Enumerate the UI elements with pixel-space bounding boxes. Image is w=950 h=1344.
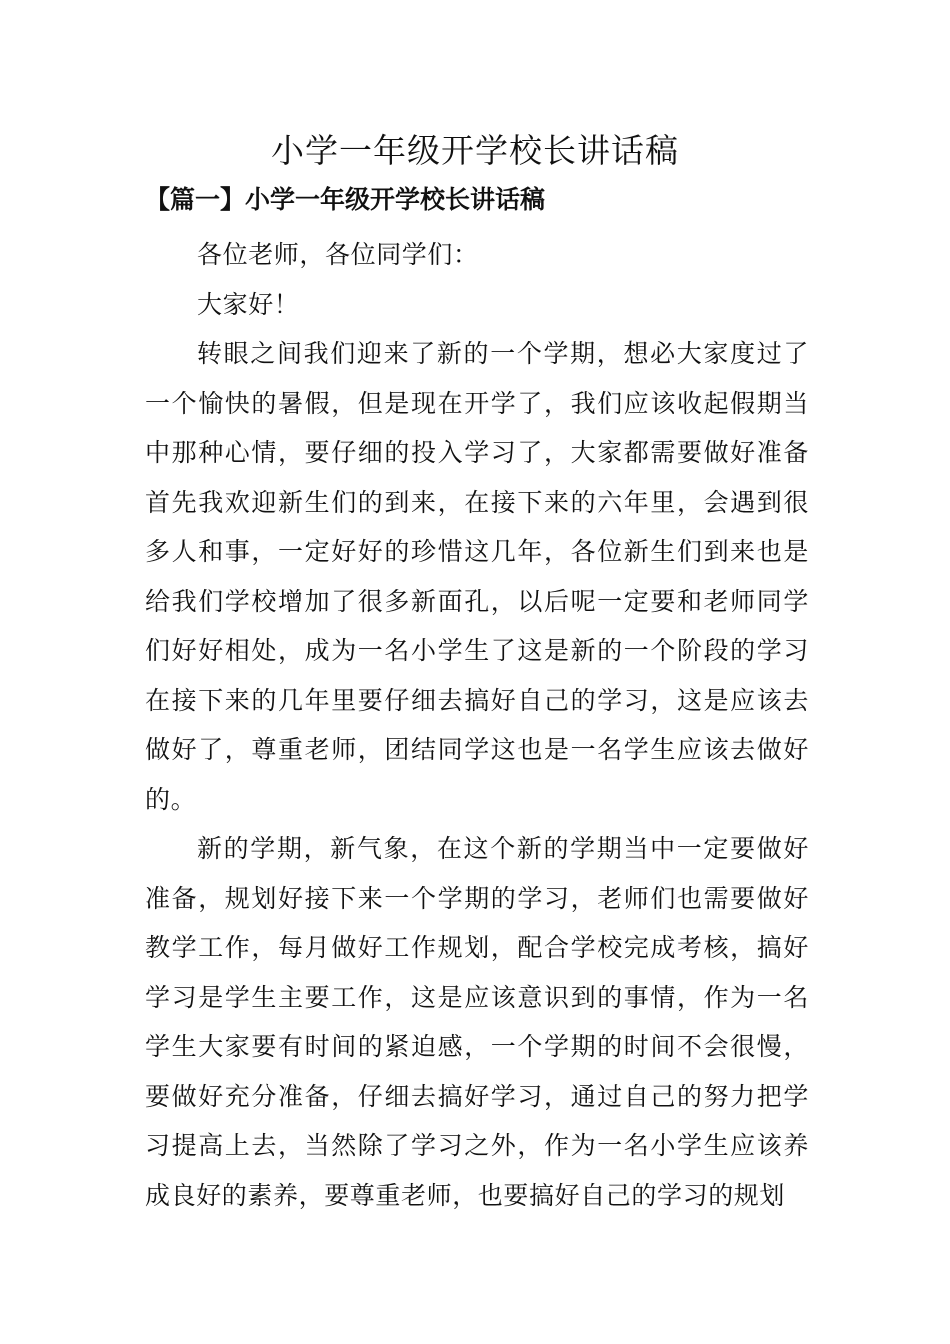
section-heading: 【篇一】小学一年级开学校长讲话稿	[145, 185, 546, 214]
salutation-paragraph: 大家好！	[197, 289, 300, 319]
body-paragraph: 新的学期，新气象，在这个新的学期当中一定要做好准备，规划好接下来一个学期的学习，老师们也需要做好教学工作，每月做好工作规划，配合学校完成考核，搞好学习是学生主要工作，这是应该意识到的事情，作为一名学生大家要有时间的紧迫感，一个学期的时间不会很慢，要做好充分准备，仔细去搞好学习，通过自己的努力把学习提高上去，当然除了学习之外，作为一名小学生应该养成良好的素养，要尊重老师，也要搞好自己的学习的规划	[145, 834, 809, 1210]
body-paragraph: 转眼之间我们迎来了新的一个学期，想必大家度过了一个愉快的暑假，但是现在开学了，我们应该收起假期当中那种心情，要仔细的投入学习了，大家都需要做好准备首先我欢迎新生们的到来，在接下来的六年里，会遇到很多人和事，一定好好的珍惜这几年，各位新生们到来也是给我们学校增加了很多新面孔，以后呢一定要和老师同学们好好相处，成为一名小学生了这是新的一个阶段的学习在接下来的几年里要仔细去搞好自己的学习，这是应该去做好了，尊重老师，团结同学这也是一名学生应该去做好的。	[145, 339, 809, 814]
document-title: 小学一年级开学校长讲话稿	[271, 131, 679, 170]
greeting-paragraph: 各位老师，各位同学们：	[197, 240, 479, 269]
document-body	[145, 230, 809, 1220]
